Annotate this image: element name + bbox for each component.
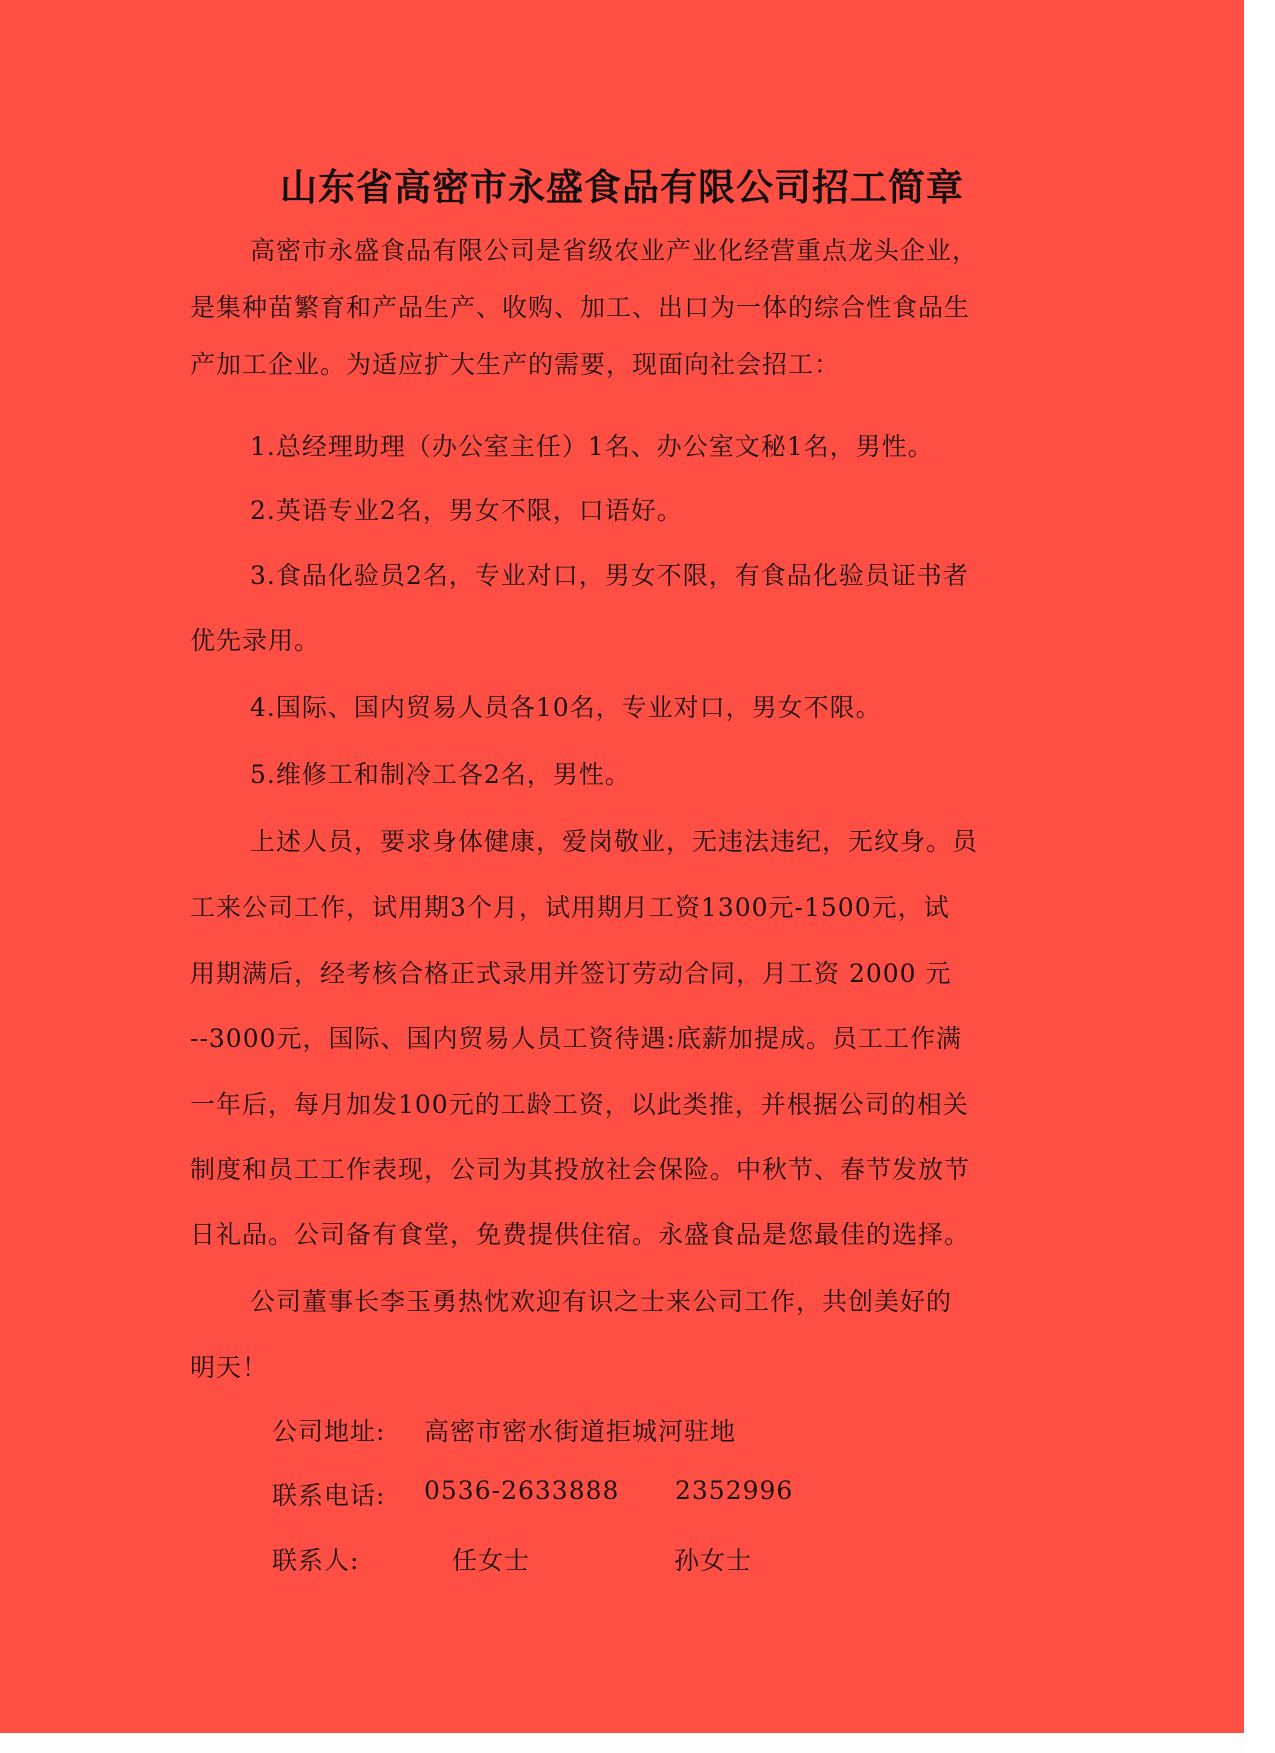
requirements-line: 制度和员工工作表现，公司为其投放社会保险。中秋节、春节发放节 [190, 1155, 971, 1184]
closing-line: 公司董事长李玉勇热忱欢迎有识之士来公司工作，共创美好的 [250, 1287, 953, 1316]
position-item: 1.总经理助理（办公室主任）1名、办公室文秘1名，男性。 [250, 432, 934, 461]
position-item: 5.维修工和制冷工各2名，男性。 [250, 760, 631, 789]
intro-line: 是集种苗繁育和产品生产、收购、加工、出口为一体的综合性食品生 [190, 293, 971, 322]
phone-number-primary: 0536-2633888 [424, 1476, 620, 1505]
requirements-line: 上述人员，要求身体健康，爱岗敬业，无违法违纪，无纹身。员 [250, 827, 979, 856]
phone-label: 联系电话: [272, 1481, 386, 1510]
position-item-continuation: 优先录用。 [190, 626, 321, 655]
requirements-line: 一年后，每月加发100元的工龄工资，以此类推，并根据公司的相关 [190, 1090, 969, 1119]
intro-line: 产加工企业。为适应扩大生产的需要，现面向社会招工： [190, 350, 841, 379]
address-value: 高密市密水街道拒城河驻地 [424, 1417, 737, 1446]
contact-person-secondary: 孙女士 [674, 1546, 753, 1575]
scan-bottom-edge [0, 1733, 1244, 1753]
position-item: 3.食品化验员2名，专业对口，男女不限，有食品化验员证书者 [250, 561, 969, 590]
scan-margin [1244, 0, 1275, 1753]
notice-title: 山东省高密市永盛食品有限公司招工简章 [280, 166, 964, 209]
position-item: 2.英语专业2名，男女不限，口语好。 [250, 496, 683, 525]
intro-line: 高密市永盛食品有限公司是省级农业产业化经营重点龙头企业， [250, 236, 979, 265]
contact-person-primary: 任女士 [452, 1546, 531, 1575]
position-item: 4.国际、国内贸易人员各10名，专业对口，男女不限。 [250, 693, 882, 722]
requirements-line: 用期满后，经考核合格正式录用并签订劳动合同，月工资 2000 元 [190, 959, 952, 988]
closing-line: 明天！ [190, 1353, 269, 1382]
requirements-line: 日礼品。公司备有食堂，免费提供住宿。永盛食品是您最佳的选择。 [190, 1220, 971, 1249]
requirements-line: 工来公司工作，试用期3个月，试用期月工资1300元-1500元，试 [190, 893, 950, 922]
contact-person-label: 联系人: [272, 1546, 360, 1575]
phone-number-secondary: 2352996 [675, 1476, 794, 1505]
address-label: 公司地址: [272, 1417, 386, 1446]
requirements-line: --3000元，国际、国内贸易人员工资待遇:底薪加提成。员工工作满 [190, 1024, 962, 1053]
